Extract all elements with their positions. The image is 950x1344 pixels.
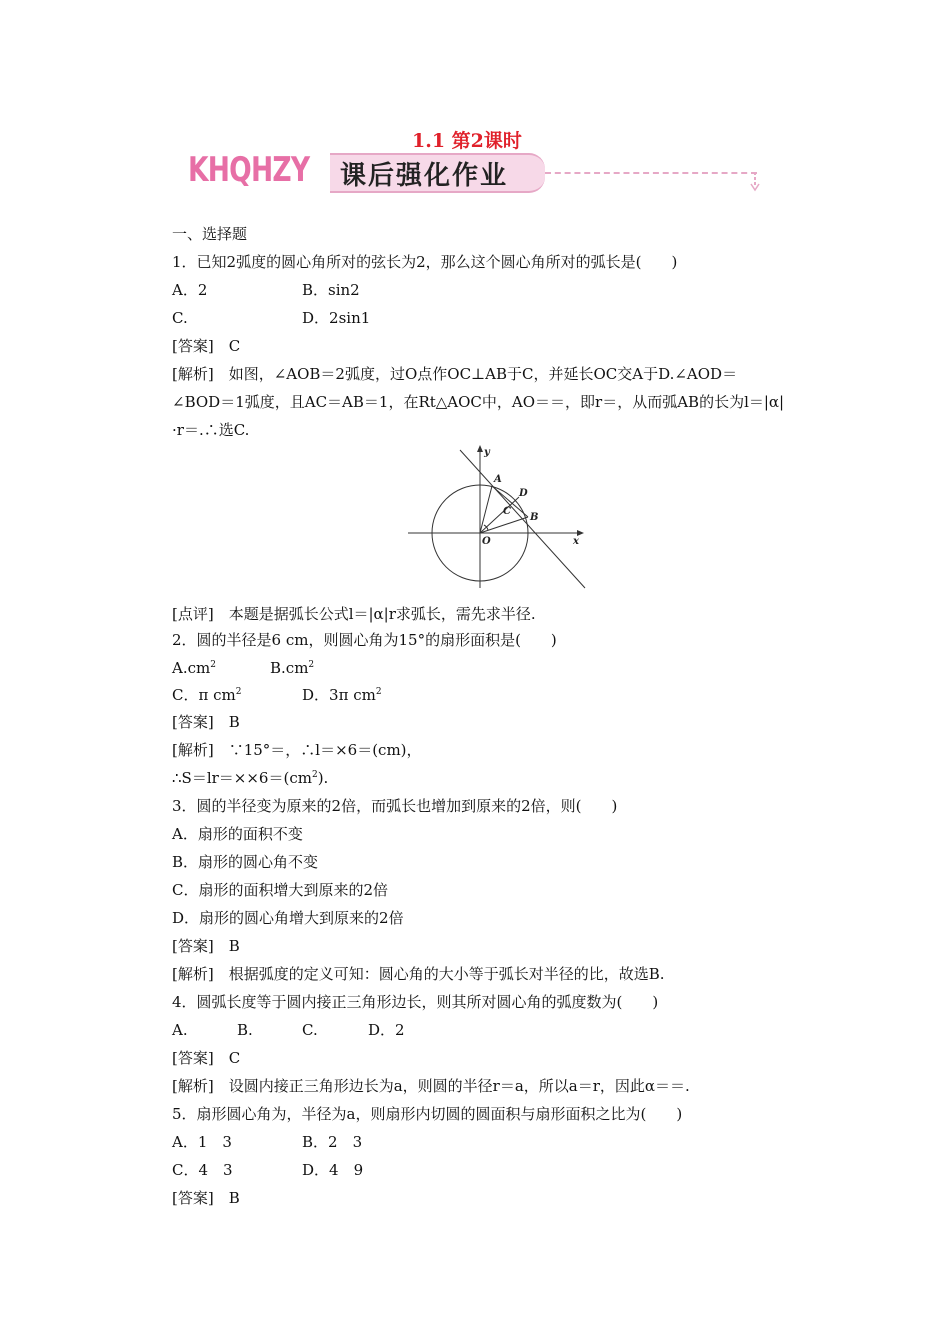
label-x: x <box>573 536 579 547</box>
q3-analysis: [解析] 根据弧度的定义可知：圆心角的大小等于弧长对半径的比，故选B. <box>172 965 665 983</box>
q2-analysis-line2: $\therefore S=lr=\times\times 6=(cm^2)$. <box>172 769 329 787</box>
banner-arrow-icon <box>748 170 762 192</box>
q5-option-a: A．1 3 <box>172 1133 232 1151</box>
q2-option-c: C．π $cm^2$ <box>172 686 242 704</box>
q2-stem: 2．圆的半径是6 cm，则圆心角为15°的扇形面积是( ) <box>172 631 557 649</box>
q5-option-d: D．4 9 <box>302 1161 364 1179</box>
q3-stem: 3．圆的半径变为原来的2倍，而弧长也增加到原来的2倍，则( ) <box>172 797 618 815</box>
q3-option-c: C．扇形的面积增大到原来的2倍 <box>172 881 389 899</box>
banner-dashed-line <box>545 172 757 174</box>
q5-stem: 5．扇形圆心角为，半径为a，则扇形内切圆的圆面积与扇形面积之比为( ) <box>172 1105 683 1123</box>
q5-option-c: C．4 3 <box>172 1161 233 1179</box>
q4-option-b: B. <box>237 1021 253 1039</box>
q2-option-d: D．3π $cm^2$ <box>302 686 382 704</box>
q3-option-a: A．扇形的面积不变 <box>172 825 303 843</box>
q1-option-c: C. <box>172 309 188 327</box>
label-b: B <box>530 512 539 523</box>
q4-option-a: A. <box>172 1021 188 1039</box>
q1-option-d: D．2sin1 <box>302 309 371 327</box>
q2-option-a: $A.cm^2$ <box>172 659 216 677</box>
q4-answer: [答案] C <box>172 1049 241 1067</box>
q4-analysis: [解析] 设圆内接正三角形边长为a，则圆的半径r＝a，所以a＝r，因此α＝＝. <box>172 1077 690 1095</box>
segment-ob <box>480 517 528 533</box>
q1-analysis-line3: ·r＝.∴选C. <box>172 421 250 439</box>
label-c: C <box>503 506 511 517</box>
q1-option-a: A．2 <box>172 281 208 299</box>
khqhzy-logo: KHQHZY <box>188 150 310 190</box>
segment-od <box>480 497 519 533</box>
section-title: 一、选择题 <box>172 225 248 243</box>
q4-option-d: D．2 <box>368 1021 405 1039</box>
q5-answer: [答案] B <box>172 1189 240 1207</box>
label-a: A <box>494 474 502 485</box>
q1-analysis-line1: [解析] 如图，∠AOB＝2弧度，过O点作OC⊥AB于C，并延长OC交A于D.∠AOD＝ <box>172 365 738 383</box>
q1-comment: [点评] 本题是据弧长公式l＝|α|r求弧长，需先求半径. <box>172 605 536 623</box>
lesson-title: 1.1 第2课时 <box>412 130 522 152</box>
q1-analysis-line2: ∠BOD＝1弧度，且AC＝AB＝1，在Rt△AOC中，AO＝＝，即r＝，从而弧AB的长为l＝|α| <box>172 393 785 411</box>
label-y: y <box>484 447 490 458</box>
q1-stem: 1．已知2弧度的圆心角所对的弦长为2，那么这个圆心角所对的弧长是( ) <box>172 253 678 271</box>
q3-option-d: D．扇形的圆心角增大到原来的2倍 <box>172 909 404 927</box>
q3-option-b: B．扇形的圆心角不变 <box>172 853 319 871</box>
banner-title: 课后强化作业 <box>340 161 509 191</box>
q3-answer: [答案] B <box>172 937 240 955</box>
q2-option-b: $B.cm^2$ <box>270 659 315 677</box>
q1-option-b: B．sin2 <box>302 281 360 299</box>
label-o: O <box>482 536 491 547</box>
q1-answer: [答案] C <box>172 337 241 355</box>
q5-option-b: B．2 3 <box>302 1133 363 1151</box>
q2-analysis-line1: [解析] ∵15°＝，∴l＝×6＝(cm)， <box>172 741 422 759</box>
circle-figure <box>400 445 600 595</box>
q4-stem: 4．圆弧长度等于圆内接正三角形边长，则其所对圆心角的弧度数为( ) <box>172 993 659 1011</box>
q2-answer: [答案] B <box>172 713 240 731</box>
label-d: D <box>519 488 528 499</box>
q4-option-c: C. <box>302 1021 318 1039</box>
